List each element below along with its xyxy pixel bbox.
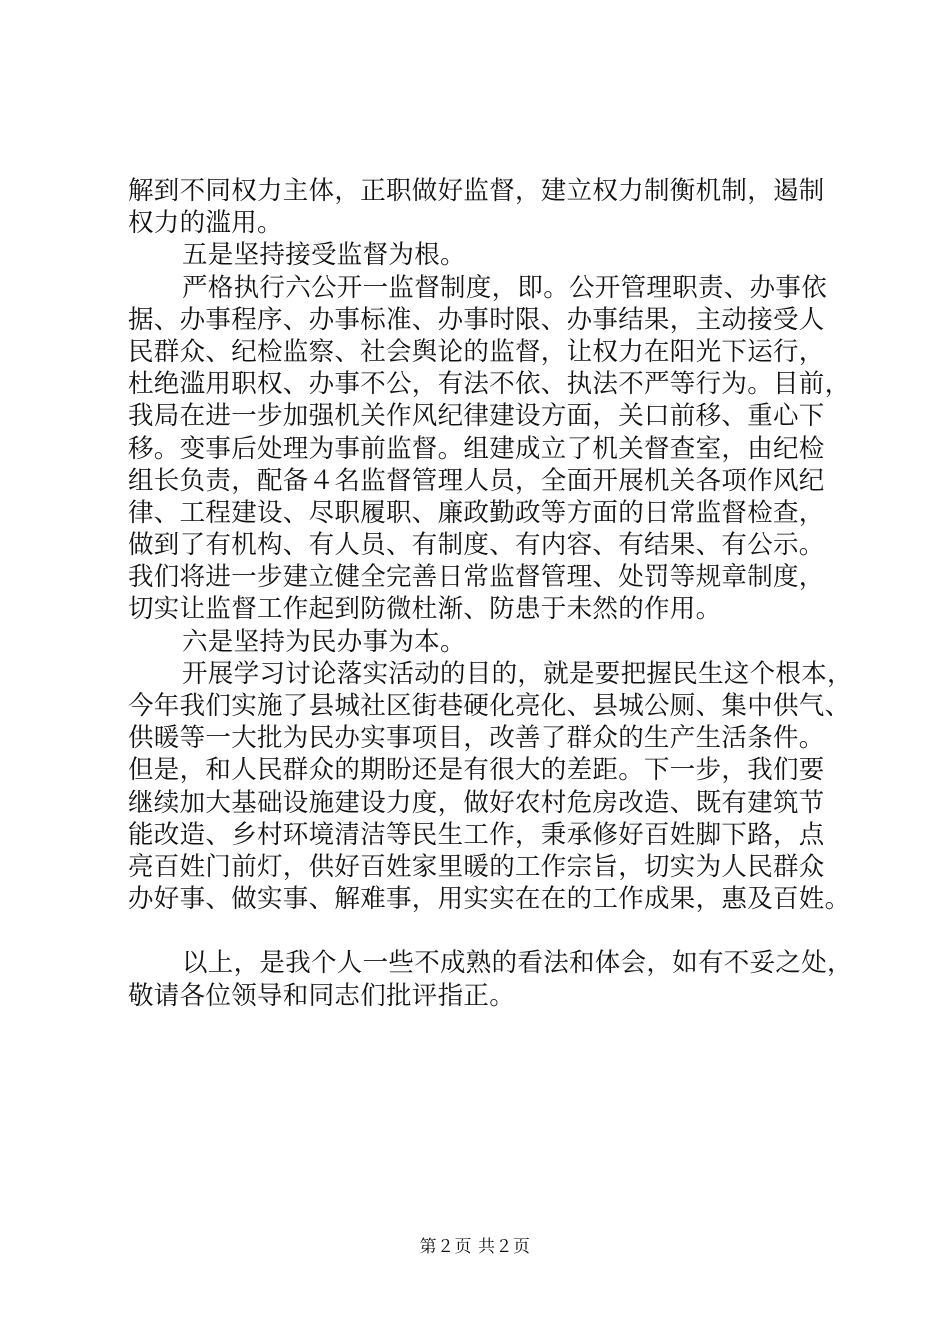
text-line: 律、工程建设、尽职履职、廉政勤政等方面的日常监督检查，	[128, 497, 825, 528]
text-line: 亮百姓门前灯，供好百姓家里暖的工作宗旨，切实为人民群众	[128, 851, 825, 882]
text-line: 权力的滥用。	[128, 208, 283, 239]
text-line: 以上，是我个人一些不成熟的看法和体会，如有不妥之处，	[182, 948, 853, 979]
text-line: 解到不同权力主体，正职做好监督，建立权力制衡机制，遏制	[128, 176, 825, 206]
text-line: 能改造、乡村环境清洁等民生工作，秉承修好百姓脚下路，点	[128, 819, 825, 850]
text-line: 五是坚持接受监督为根。	[182, 240, 466, 271]
closing-paragraph	[128, 947, 858, 1011]
text-line: 继续加大基础设施建设力度，做好农村危房改造、既有建筑节	[128, 787, 825, 818]
text-line: 我们将进一步建立健全完善日常监督管理、处罚等规章制度，	[128, 562, 825, 593]
text-line: 民群众、纪检监察、社会舆论的监督，让权力在阳光下运行，	[128, 336, 825, 367]
text-line: 移。变事后处理为事前监督。组建成立了机关督查室，由纪检	[128, 433, 825, 464]
text-line: 但是，和人民群众的期盼还是有很大的差距。下一步，我们要	[128, 755, 825, 786]
text-line: 做到了有机构、有人员、有制度、有内容、有结果、有公示。	[128, 530, 825, 561]
page-footer: 第２页 共２页	[419, 1237, 531, 1257]
text-line: 严格执行六公开一监督制度，即。公开管理职责、办事依	[182, 272, 828, 303]
text-line: 我局在进一步加强机关作风纪律建设方面，关口前移、重心下	[128, 401, 825, 432]
text-line: 组长负责，配备４名监督管理人员，全面开展机关各项作风纪	[128, 465, 825, 496]
main-paragraphs	[128, 175, 858, 915]
text-line: 据、办事程序、办事标准、办事时限、办事结果，主动接受人	[128, 304, 825, 335]
text-line: 杜绝滥用职权、办事不公，有法不依、执法不严等行为。目前，	[128, 369, 851, 400]
text-line: 办好事、做实事、解难事，用实实在在的工作成果，惠及百姓。	[128, 884, 851, 915]
paragraph-gap	[128, 915, 858, 947]
text-line: 开展学习讨论落实活动的目的，就是要把握民生这个根本，	[182, 658, 853, 689]
document-body	[128, 175, 858, 1012]
text-line: 今年我们实施了县城社区街巷硬化亮化、县城公厕、集中供气、	[128, 691, 851, 721]
text-line: 供暖等一大批为民办实事项目，改善了群众的生产生活条件。	[128, 723, 825, 754]
text-line: 敬请各位领导和同志们批评指正。	[128, 980, 516, 1011]
text-line: 切实让监督工作起到防微杜渐、防患于未然的作用。	[128, 594, 722, 625]
text-line: 六是坚持为民办事为本。	[182, 626, 466, 657]
